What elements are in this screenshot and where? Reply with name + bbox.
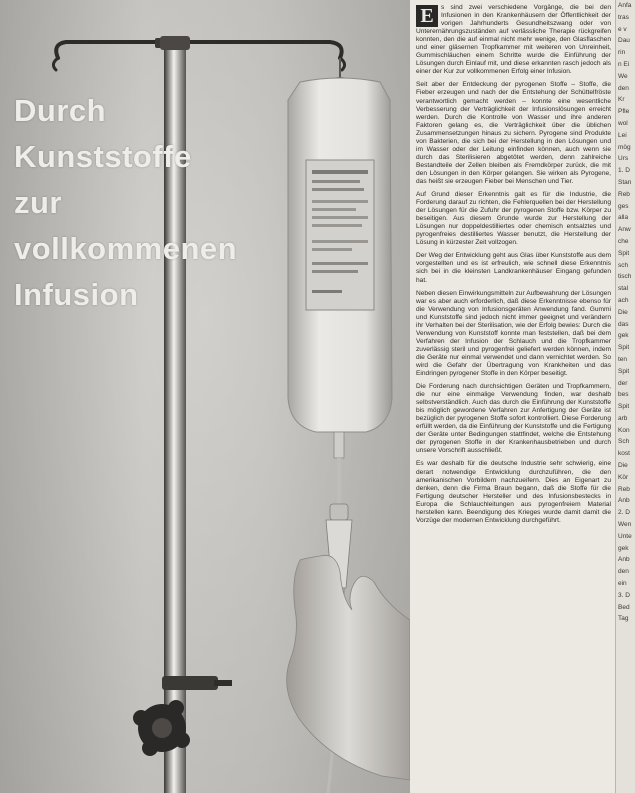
next-page-fragment: e v: [618, 25, 627, 33]
next-page-fragment: Dau: [618, 37, 630, 45]
article-paragraph: Es war deshalb für die deutsche Industrie sehr schwierig, eine derart notwendige Entwicklung durchzuführen, die den amerikanischen Vorbildern nachzueifern. Dies an Eigenart zu denken, denn die Firma Braun begann, daß die Stoffe für die Fertigung deutscher Hersteller und des Infusionsbestecks in Europa die Schlauchleitungen aus pyrogenfreiem Material herstellen kann. Beendigung des Krieges wurde damit damit die Vorzüge der modernen Entwicklung durchgeführt.: [416, 460, 611, 524]
article-paragraph: s sind zwei verschiedene Vorgänge, die bei den Infusionen in den Krankenhäusern der Öffentlichkeit der vorigen Jahrhunderts Gesundheitszwang oder von Unterernährungszuständen auf verlässliche Therapie rückgreifen konnten, den die auf einmal nicht mehr wenige, den Glasflaschen und einer gläsernen Tropfkammer mit weiteren von Unreinheit, Gummischläuchen einem Schritte wurde die Einführung der Lösungen durch Einlauf mit, und diese erkannten rasch jedoch als einer der Kur zur vollkommenen Erfolg einer Infusion.: [416, 4, 611, 76]
headline: [14, 88, 237, 318]
next-page-fragment: tras: [618, 13, 629, 21]
next-page-fragment: Spit: [618, 367, 630, 375]
drop-cap: E: [416, 5, 438, 27]
article-paragraph: Der Weg der Entwicklung geht aus Glas über Kunststoffe aus dem vorgestellten und es ist erfreulich, wie schnell diese Erkenntnis sich bei in die kleinsten Landkrankenhäuser Eingang gefunden hat.: [416, 252, 611, 284]
next-page-fragment: 2. D: [618, 509, 630, 517]
next-page-fragment: Wen: [618, 521, 632, 529]
next-page-fragment: 3. D: [618, 591, 630, 599]
next-page-fragment: Anfa: [618, 2, 632, 9]
next-page-fragment: Die: [618, 308, 628, 316]
next-page-fragment: Tag: [618, 615, 629, 623]
headline-line: Kunststoffe: [14, 139, 192, 174]
next-page-fragment: Kon: [618, 426, 630, 434]
next-page-fragment: Kör: [618, 473, 629, 481]
headline-line: vollkommenen: [14, 231, 238, 266]
next-page-fragment: Anb: [618, 497, 630, 505]
next-page-fragment: ges: [618, 202, 629, 210]
next-page-fragment: stal: [618, 285, 629, 293]
next-page-fragment: Reb: [618, 190, 630, 198]
next-page-fragment: Spit: [618, 344, 630, 352]
next-page-fragment: gek: [618, 332, 629, 340]
next-page-fragment: der: [618, 379, 628, 387]
next-page-fragment: Reb: [618, 485, 630, 493]
article-paragraph: Auf Grund dieser Erkenntnis galt es für die Industrie, die Forderung darauf zu richten, die Fehlerquellen bei der Herstellung der Lösungen für die Zufuhr der pyrogenen Stoffe bzw. Körper zu beseitigen. Aus diesem Grunde wurde zur Herstellung der Lösungen nur doppeldestilliertes oder chemisch entsalztes und pyrogenfreies destilliertes Wasser benutzt, die Herstellung der Lösung in kürzester Zeit vollzogen.: [416, 191, 611, 247]
next-page-fragment: Spit: [618, 403, 630, 411]
headline-line: Durch: [14, 93, 107, 128]
next-page-fragment: Stan: [618, 178, 632, 186]
next-page-fragment: Die: [618, 462, 628, 470]
headline-line: Infusion: [14, 277, 139, 312]
next-page-fragment: kost: [618, 450, 630, 458]
next-page-fragment: Bed: [618, 603, 630, 611]
next-page-fragment: den: [618, 568, 629, 576]
next-page-fragment: den: [618, 84, 629, 92]
next-page-fragment: n Ei: [618, 60, 630, 68]
next-page-fragment: Anb: [618, 556, 630, 564]
next-page-fragment: 1. D: [618, 167, 630, 175]
article-paragraph: Die Forderung nach durchsichtigen Geräten und Tropfkammern, die nur eine einmalige Verwendung finden, war deshalb selbstverständlich. Auch das durch die Einführung der Kunststoffe bis möglich gewordene Verfahren zur Anfertigung der Geräte ist bezüglich der pyrogenen Stoffe sofort kontrolliert. Diese Forderung erfüllt werden, da die Einführung der Kunststoffe und die Fertigung der Geräte unter Bedingungen stattfindet, welche die Entstehung der pyrogenen Stoffe in der Krankenhausbetrieben und durch unsere Vorschrift ausschließt.: [416, 383, 611, 455]
next-page-fragment: ein: [618, 580, 627, 588]
next-page-fragment: arb: [618, 414, 628, 422]
article-paragraph: Seit aber der Entdeckung der pyrogenen Stoffe – Stoffe, die Fieber erzeugen und nach der die Entstehung der Schüttelfröste verantwortlich gemacht werden – konnte eine wesentliche Verbesserung der Verträglichkeit der Infusionslösungen erreicht werden. Durch die Kontrolle von Wasser und ihre anderen Faktoren gelang es, die Verträglichkeit über die üblichen Zusammensetzungen hinaus zu sichern. Pyrogene sind Produkte von Bakterien, die sich bei der Herstellung in den Lösungen und im Wasser oder der Leitung einfinden können, auch wenn sie durch das Sterilisieren abgetötet werden, denn zahlreiche Bestandteile der Zellen bleiben als Fremdkörper zurück, die mit den Lösungen in den Körper gelangen. Sie wirken als Pyrogene, das heißt sie erzeugen Fieber bei Menschen und Tier.: [416, 81, 611, 185]
next-page-fragment: We: [618, 72, 628, 80]
article-paragraph: Neben diesen Einwirkungsmitteln zur Aufbewahrung der Lösungen war es aber auch erforderlich, daß diese Erkenntnisse ebenso für die Verwendung von Infusionsgeräten Anwendung fand. Gummi und Kunststoffe sind jedoch nicht immer geeignet und verändern ihr Verhalten bei der Sterilisation, wie der Erfolg bewies: Durch die Verwendung von Kunststoff konnte man feststellen, daß bei dem Verfahren der Infusion der Schlauch und die Tropfkammer zuverlässig steril und pyrogenfrei geliefert werden können, indem die Geräte nur einmal verwendet und dann vernichtet werden. So wird die Gefahr der Übertragung von Krankheiten und das Eindringen pyrogener Stoffe in den Körper beseitigt.: [416, 289, 611, 378]
headline-line: zur: [14, 185, 62, 220]
next-page-fragment: che: [618, 237, 629, 245]
next-page-fragment: tisch: [618, 273, 632, 281]
next-page-fragment: Anw: [618, 226, 631, 234]
next-page-fragment: rin: [618, 49, 626, 57]
next-page-fragment: Pfle: [618, 108, 630, 116]
next-page-fragment: Sch: [618, 438, 630, 446]
next-page-edge: [615, 0, 635, 793]
next-page-fragment: ach: [618, 296, 629, 304]
next-page-fragment: das: [618, 320, 629, 328]
article-column: [410, 0, 615, 793]
next-page-fragment: Unte: [618, 532, 632, 540]
next-page-fragment: bes: [618, 391, 629, 399]
next-page-fragment: wol: [618, 119, 628, 127]
next-page-fragment: gek: [618, 544, 629, 552]
next-page-fragment: ten: [618, 355, 628, 363]
next-page-fragment: Spit: [618, 249, 630, 257]
next-page-fragment: mög: [618, 143, 631, 151]
next-page-fragment: alla: [618, 214, 629, 222]
next-page-fragment: Kr: [618, 96, 625, 104]
next-page-fragment: Lei: [618, 131, 627, 139]
next-page-fragment: sch: [618, 261, 629, 269]
next-page-fragment: Urs: [618, 155, 629, 163]
